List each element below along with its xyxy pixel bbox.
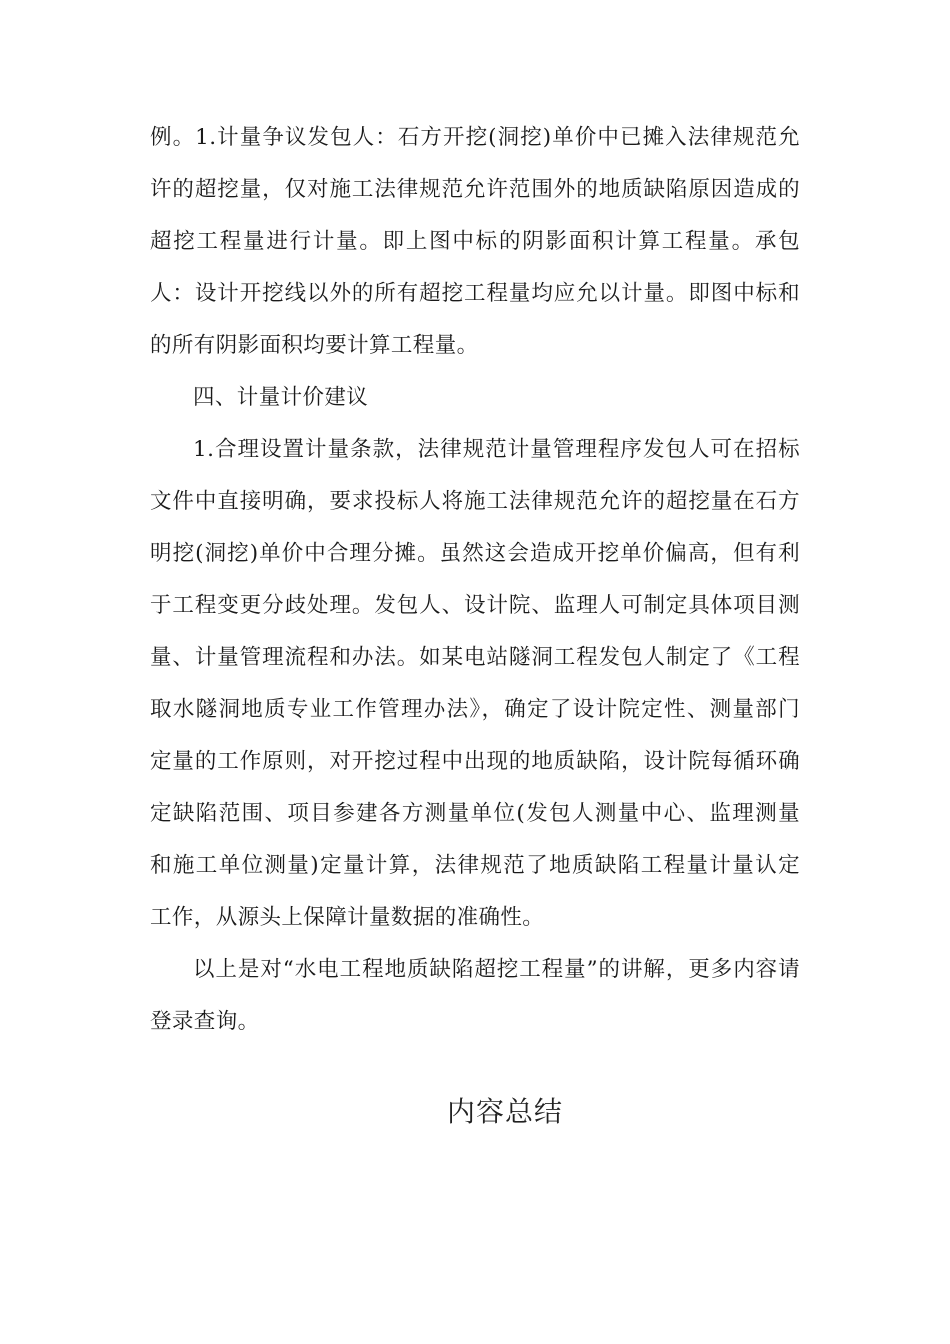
- summary-heading: 内容总结: [446, 1095, 563, 1128]
- text-line: 人：设计开挖线以外的所有超挖工程量均应允以计量。即图中标和: [150, 281, 800, 306]
- document-body: [150, 112, 800, 1048]
- text-line: 以上是对“水电工程地质缺陷超挖工程量”的讲解，更多内容请: [193, 957, 800, 982]
- text-line: 登录查询。: [150, 1009, 260, 1034]
- text-line: 工作，从源头上保障计量数据的准确性。: [150, 905, 545, 930]
- text-line: 和施工单位测量)定量计算，法律规范了地质缺陷工程量计量认定: [150, 853, 800, 878]
- text-line: 定量的工作原则，对开挖过程中出现的地质缺陷，设计院每循环确: [150, 749, 800, 774]
- text-line: 1.合理设置计量条款，法律规范计量管理程序发包人可在招标: [193, 437, 800, 462]
- text-line: 文件中直接明确，要求投标人将施工法律规范允许的超挖量在石方: [150, 489, 800, 514]
- text-line: 明挖(洞挖)单价中合理分摊。虽然这会造成开挖单价偏高，但有利: [150, 541, 800, 566]
- text-line: 的所有阴影面积均要计算工程量。: [150, 333, 479, 358]
- text-line: 超挖工程量进行计量。即上图中标的阴影面积计算工程量。承包: [150, 229, 800, 254]
- text-line: 例。1.计量争议发包人：石方开挖(洞挖)单价中已摊入法律规范允: [150, 125, 800, 150]
- text-line: 四、计量计价建议: [193, 385, 369, 410]
- text-line: 取水隧洞地质专业工作管理办法》，确定了设计院定性、测量部门: [150, 697, 800, 722]
- paragraph-lines: [150, 112, 800, 1048]
- text-line: 于工程变更分歧处理。发包人、设计院、监理人可制定具体项目测: [150, 593, 800, 618]
- text-line: 量、计量管理流程和办法。如某电站隧洞工程发包人制定了《工程: [150, 645, 800, 670]
- text-line: 许的超挖量，仅对施工法律规范允许范围外的地质缺陷原因造成的: [150, 177, 800, 202]
- text-line: 定缺陷范围、项目参建各方测量单位(发包人测量中心、监理测量: [150, 801, 800, 826]
